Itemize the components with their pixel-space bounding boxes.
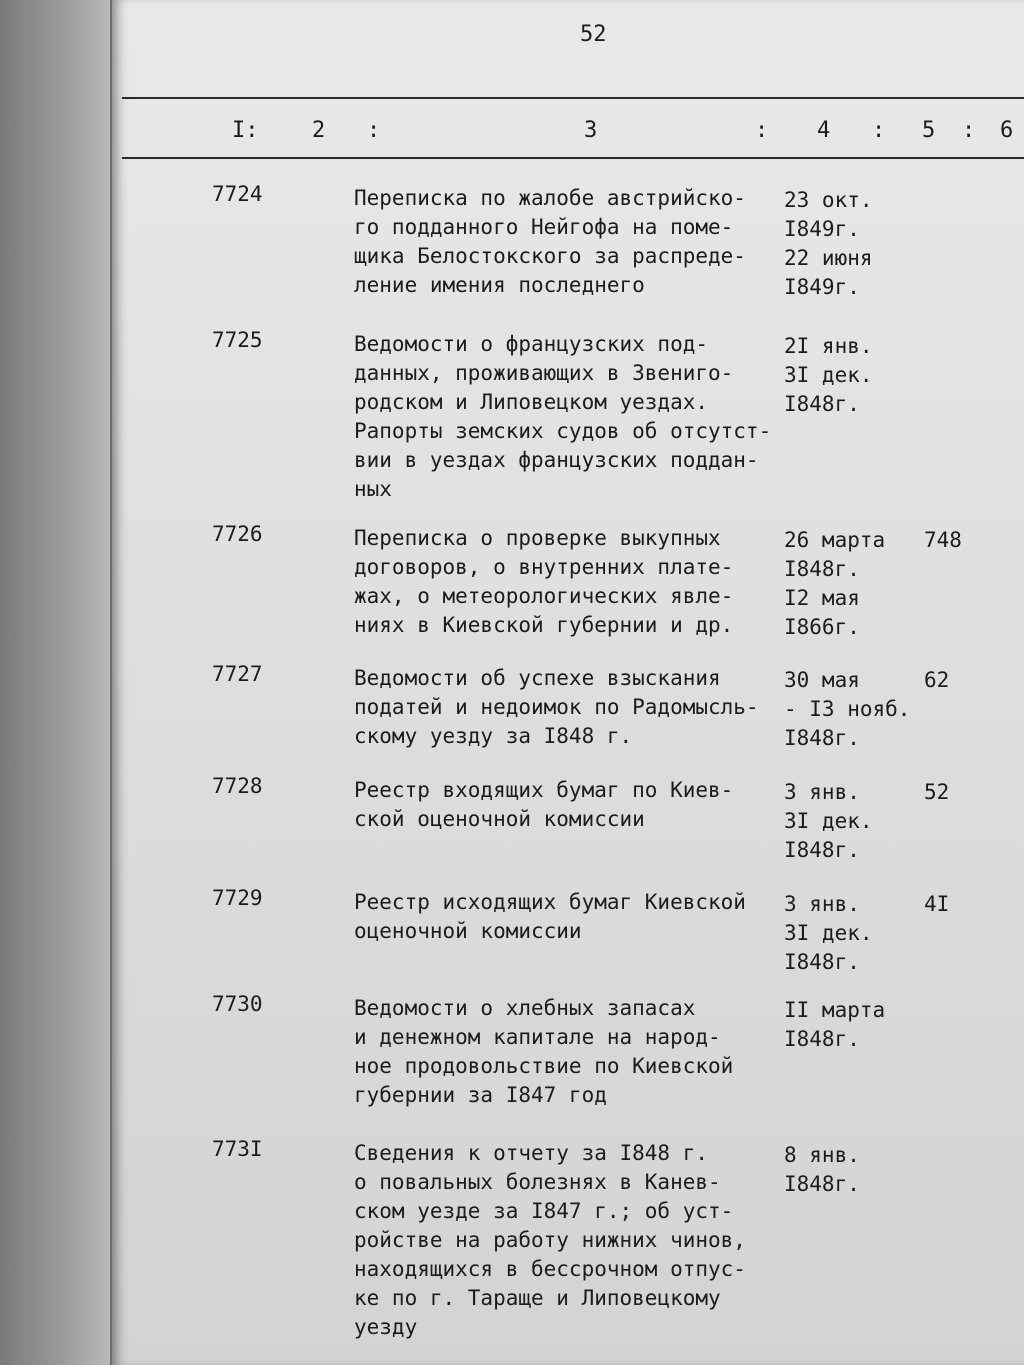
case-title-line: данных, проживающих в Звениго- xyxy=(354,361,734,385)
case-number: 7725 xyxy=(212,328,263,352)
case-title-line: податей и недоимок по Радомысль- xyxy=(354,695,759,719)
case-number: 7726 xyxy=(212,522,263,546)
case-date-line: 3I дек. xyxy=(784,809,873,833)
header-col-4: 4 xyxy=(817,118,831,143)
case-number: 7730 xyxy=(212,992,263,1016)
case-date-line: I848г. xyxy=(784,838,860,862)
case-date-line: I848г. xyxy=(784,392,860,416)
sheet-count: 4I xyxy=(924,892,950,916)
case-title-line: и денежном капитале на народ- xyxy=(354,1025,721,1049)
case-title-line: Ведомости о хлебных запасах xyxy=(354,996,696,1020)
header-col-5: 5 xyxy=(922,118,936,143)
case-number: 7728 xyxy=(212,774,263,798)
case-date-line: I848г. xyxy=(784,726,860,750)
case-date-line: - I3 нояб. xyxy=(784,697,911,721)
case-date-line: I849г. xyxy=(784,217,860,241)
document-page xyxy=(112,0,1024,1365)
case-date-line: 8 янв. xyxy=(784,1143,860,1167)
case-date-line: 2I янв. xyxy=(784,334,873,358)
case-date-line: 30 мая xyxy=(784,668,860,692)
case-title-line: Реестр входящих бумаг по Киев- xyxy=(354,778,734,802)
case-title-line: родском и Липовецком уездах. xyxy=(354,390,709,414)
case-date-line: I848г. xyxy=(784,1172,860,1196)
case-date-line: I848г. xyxy=(784,557,860,581)
case-title-line: ском уезде за I847 г.; об уст- xyxy=(354,1199,734,1223)
case-title-line: ление имения последнего xyxy=(354,273,645,297)
case-title-line: Переписка по жалобе австрийско- xyxy=(354,186,746,210)
header-col-3: 3 xyxy=(584,118,598,143)
case-date-line: I848г. xyxy=(784,950,860,974)
case-title-line: Ведомости о французских под- xyxy=(354,332,709,356)
case-number: 773I xyxy=(212,1137,263,1161)
sheet-count: 52 xyxy=(924,780,950,804)
case-date-line: 3I дек. xyxy=(784,921,873,945)
table-header-rule xyxy=(122,157,1024,159)
table-top-rule xyxy=(122,97,1024,99)
sheet-count: 62 xyxy=(924,668,950,692)
case-title-line: находящихся в бессрочном отпус- xyxy=(354,1257,746,1281)
case-date-line: 26 марта xyxy=(784,528,886,552)
case-date-line: 3I дек. xyxy=(784,363,873,387)
case-date-line: 23 окт. xyxy=(784,188,873,212)
header-col-6: 6 xyxy=(1000,118,1014,143)
case-title-line: о повальных болезнях в Канев- xyxy=(354,1170,721,1194)
case-title-line: ройстве на работу нижних чинов, xyxy=(354,1228,746,1252)
case-title-line: ской оценочной комиссии xyxy=(354,807,645,831)
case-title-line: Реестр исходящих бумаг Киевской xyxy=(354,890,746,914)
case-title-line: Сведения к отчету за I848 г. xyxy=(354,1141,709,1165)
case-title-line: го подданного Нейгофа на поме- xyxy=(354,215,734,239)
case-date-line: 3 янв. xyxy=(784,892,860,916)
case-title-line: уезду xyxy=(354,1315,418,1339)
case-title-line: ниях в Киевской губернии и др. xyxy=(354,613,734,637)
case-title-line: договоров, о внутренних плате- xyxy=(354,555,734,579)
case-date-line: I849г. xyxy=(784,275,860,299)
case-number: 7724 xyxy=(212,182,263,206)
case-number: 7729 xyxy=(212,886,263,910)
case-title-line: Ведомости об успехе взыскания xyxy=(354,666,721,690)
case-date-line: I2 мая xyxy=(784,586,860,610)
case-date-line: I848г. xyxy=(784,1027,860,1051)
case-title-line: жах, о метеорологических явле- xyxy=(354,584,734,608)
case-date-line: 22 июня xyxy=(784,246,873,270)
header-sep-2: : xyxy=(755,118,769,143)
header-col-2: 2 xyxy=(312,118,326,143)
case-title-line: ных xyxy=(354,477,392,501)
case-title-line: скому уезду за I848 г. xyxy=(354,724,633,748)
sheet-count: 748 xyxy=(924,528,962,552)
case-title-line: щика Белостокского за распреде- xyxy=(354,244,746,268)
case-number: 7727 xyxy=(212,662,263,686)
header-sep-1: : xyxy=(367,118,381,143)
page-number: 52 xyxy=(580,22,607,47)
case-title-line: ке по г. Тараще и Липовецкому xyxy=(354,1286,721,1310)
header-sep-3: : xyxy=(872,118,886,143)
header-sep-4: : xyxy=(962,118,976,143)
header-col-1: I: xyxy=(232,118,259,143)
case-title-line: оценочной комиссии xyxy=(354,919,582,943)
case-title-line: Переписка о проверке выкупных xyxy=(354,526,721,550)
case-title-line: губернии за I847 год xyxy=(354,1083,607,1107)
case-title-line: вии в уездах французских поддан- xyxy=(354,448,759,472)
case-date-line: II марта xyxy=(784,998,886,1022)
facing-page-edge xyxy=(0,0,110,1365)
case-title-line: ное продовольствие по Киевской xyxy=(354,1054,734,1078)
case-date-line: 3 янв. xyxy=(784,780,860,804)
case-date-line: I866г. xyxy=(784,615,860,639)
case-title-line: Рапорты земских судов об отсутст- xyxy=(354,419,772,443)
